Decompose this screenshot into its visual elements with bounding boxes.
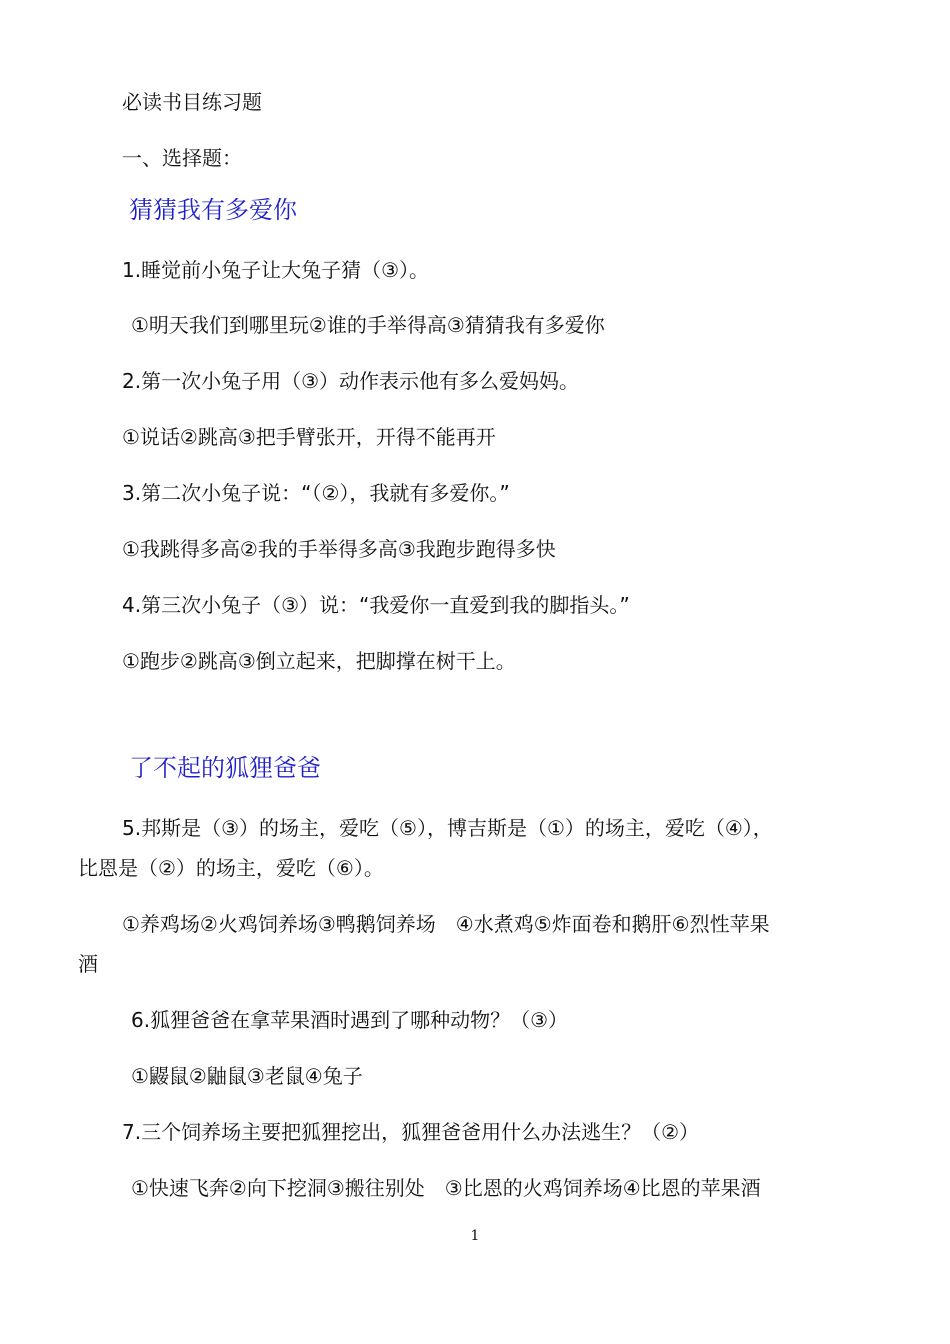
question-6-options: ①鼹鼠②鼬鼠③老鼠④兔子 xyxy=(131,1064,363,1088)
question-2: 2.第一次小兔子用（③）动作表示他有多么爱妈妈。 xyxy=(122,369,580,393)
question-7-options: ①快速飞奔②向下挖洞③搬往别处 ③比恩的火鸡饲养场④比恩的苹果酒 xyxy=(131,1176,761,1200)
question-3-options: ①我跳得多高②我的手举得多高③我跑步跑得多快 xyxy=(122,537,556,561)
question-2-options: ①说话②跳高③把手臂张开，开得不能再开 xyxy=(122,425,496,449)
question-5-options-line-1: ①养鸡场②火鸡饲养场③鸭鹅饲养场 ④水煮鸡⑤炸面卷和鹅肝⑥烈性苹果 xyxy=(122,912,770,936)
question-5-line-2: 比恩是（②）的场主，爱吃（⑥）。 xyxy=(78,856,384,880)
question-7: 7.三个饲养场主要把狐狸挖出，狐狸爸爸用什么办法逃生？（②） xyxy=(122,1120,700,1144)
section-heading-choice: 一、选择题： xyxy=(122,146,242,170)
page-number: 1 xyxy=(470,1228,480,1244)
question-6: 6.狐狸爸爸在拿苹果酒时遇到了哪种动物？（③） xyxy=(131,1008,569,1032)
book-heading-fantastic-mr-fox: 了不起的狐狸爸爸 xyxy=(129,754,321,782)
question-3: 3.第二次小兔子说：“（②），我就有多爱你。” xyxy=(122,481,510,505)
book-heading-guess-how-much: 猜猜我有多爱你 xyxy=(129,196,297,224)
question-4: 4.第三次小兔子（③）说：“我爱你一直爱到我的脚指头。” xyxy=(122,593,630,617)
question-4-options: ①跑步②跳高③倒立起来，把脚撑在树干上。 xyxy=(122,649,516,673)
question-5-line-1: 5.邦斯是（③）的场主，爱吃（⑤），博吉斯是（①）的场主，爱吃（④）， xyxy=(122,816,773,840)
question-1-options: ①明天我们到哪里玩②谁的手举得高③猜猜我有多爱你 xyxy=(131,313,605,337)
question-1: 1.睡觉前小兔子让大兔子猜（③）。 xyxy=(122,258,430,282)
document-title: 必读书目练习题 xyxy=(122,90,262,114)
question-5-options-line-2: 酒 xyxy=(78,952,98,976)
